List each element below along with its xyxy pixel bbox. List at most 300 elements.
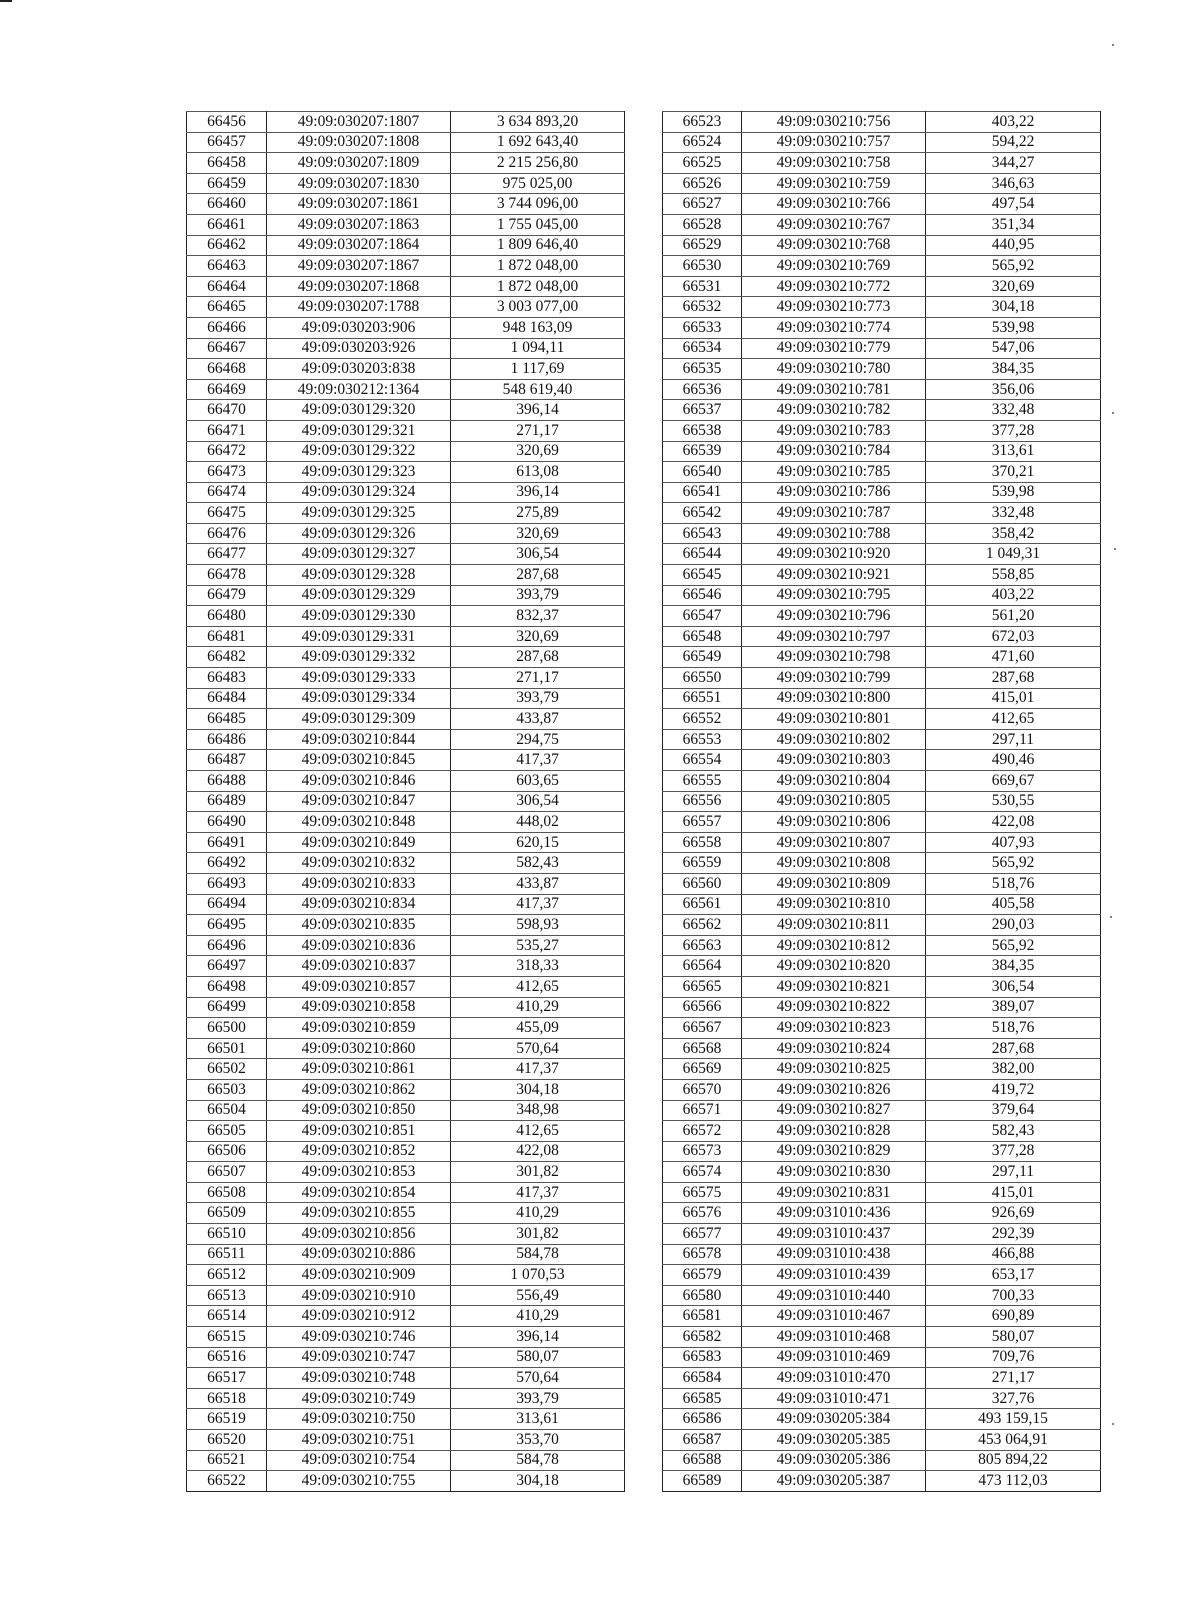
value-cell: 584,78 [451, 1244, 625, 1265]
row-number-cell: 66458 [187, 153, 267, 174]
cadastral-number-cell: 49:09:030210:862 [267, 1079, 451, 1100]
scan-speck [1112, 1423, 1114, 1425]
table-row [187, 276, 625, 297]
value-cell: 497,54 [926, 194, 1101, 215]
table-row [187, 1224, 625, 1245]
registry-table-right [662, 111, 1101, 1492]
row-number-cell: 66585 [663, 1388, 742, 1409]
table-row [663, 585, 1101, 606]
row-number-cell: 66513 [187, 1285, 267, 1306]
table-row [187, 1347, 625, 1368]
table-row [663, 915, 1101, 936]
table-row [187, 1100, 625, 1121]
cadastral-number-cell: 49:09:030210:783 [742, 420, 926, 441]
table-row [663, 1306, 1101, 1327]
value-cell: 473 112,03 [926, 1471, 1101, 1492]
value-cell: 346,63 [926, 173, 1101, 194]
table-row [187, 1203, 625, 1224]
row-number-cell: 66541 [663, 482, 742, 503]
table-row [187, 441, 625, 462]
cadastral-number-cell: 49:09:030210:920 [742, 544, 926, 565]
row-number-cell: 66559 [663, 853, 742, 874]
row-number-cell: 66464 [187, 276, 267, 297]
table-row [187, 729, 625, 750]
value-cell: 417,37 [451, 1059, 625, 1080]
table-row [663, 1450, 1101, 1471]
row-number-cell: 66487 [187, 750, 267, 771]
cadastral-number-cell: 49:09:030129:331 [267, 626, 451, 647]
cadastral-number-cell: 49:09:030210:768 [742, 235, 926, 256]
value-cell: 405,58 [926, 894, 1101, 915]
value-cell: 547,06 [926, 338, 1101, 359]
table-row [187, 1018, 625, 1039]
value-cell: 417,37 [451, 750, 625, 771]
cadastral-number-cell: 49:09:030207:1808 [267, 132, 451, 153]
row-number-cell: 66575 [663, 1182, 742, 1203]
cadastral-number-cell: 49:09:030210:798 [742, 647, 926, 668]
cadastral-number-cell: 49:09:030210:822 [742, 997, 926, 1018]
table-row [187, 1388, 625, 1409]
cadastral-number-cell: 49:09:030207:1861 [267, 194, 451, 215]
table-row [663, 1141, 1101, 1162]
table-row [187, 420, 625, 441]
cadastral-number-cell: 49:09:030207:1809 [267, 153, 451, 174]
value-cell: 580,07 [451, 1347, 625, 1368]
table-row [187, 688, 625, 709]
value-cell: 594,22 [926, 132, 1101, 153]
value-cell: 396,14 [451, 1327, 625, 1348]
cadastral-number-cell: 49:09:030207:1788 [267, 297, 451, 318]
cadastral-number-cell: 49:09:030210:857 [267, 976, 451, 997]
cadastral-number-cell: 49:09:030210:850 [267, 1100, 451, 1121]
cadastral-number-cell: 49:09:030210:844 [267, 729, 451, 750]
row-number-cell: 66478 [187, 565, 267, 586]
table-row [187, 317, 625, 338]
value-cell: 403,22 [926, 585, 1101, 606]
row-number-cell: 66566 [663, 997, 742, 1018]
row-number-cell: 66530 [663, 256, 742, 277]
table-row [187, 173, 625, 194]
table-row [187, 1409, 625, 1430]
table-row [187, 915, 625, 936]
cadastral-number-cell: 49:09:030210:861 [267, 1059, 451, 1080]
cadastral-number-cell: 49:09:030210:823 [742, 1018, 926, 1039]
cadastral-number-cell: 49:09:030210:849 [267, 832, 451, 853]
value-cell: 1 755 045,00 [451, 214, 625, 235]
cadastral-number-cell: 49:09:030212:1364 [267, 379, 451, 400]
cadastral-number-cell: 49:09:030210:910 [267, 1285, 451, 1306]
value-cell: 471,60 [926, 647, 1101, 668]
value-cell: 412,65 [451, 1121, 625, 1142]
table-row [187, 873, 625, 894]
row-number-cell: 66486 [187, 729, 267, 750]
cadastral-number-cell: 49:09:030210:805 [742, 791, 926, 812]
table-row [663, 1327, 1101, 1348]
cadastral-number-cell: 49:09:030210:767 [742, 214, 926, 235]
cadastral-number-cell: 49:09:030129:334 [267, 688, 451, 709]
cadastral-number-cell: 49:09:030210:858 [267, 997, 451, 1018]
table-row [663, 709, 1101, 730]
cadastral-number-cell: 49:09:030210:811 [742, 915, 926, 936]
table-row [663, 668, 1101, 689]
table-row [663, 1368, 1101, 1389]
value-cell: 377,28 [926, 420, 1101, 441]
table-row [663, 276, 1101, 297]
value-cell: 582,43 [926, 1121, 1101, 1142]
value-cell: 393,79 [451, 1388, 625, 1409]
value-cell: 410,29 [451, 1203, 625, 1224]
row-number-cell: 66531 [663, 276, 742, 297]
cadastral-number-cell: 49:09:030210:766 [742, 194, 926, 215]
cadastral-number-cell: 49:09:030210:837 [267, 956, 451, 977]
cadastral-number-cell: 49:09:030210:795 [742, 585, 926, 606]
row-number-cell: 66468 [187, 359, 267, 380]
row-number-cell: 66582 [663, 1327, 742, 1348]
row-number-cell: 66496 [187, 935, 267, 956]
cadastral-number-cell: 49:09:030210:847 [267, 791, 451, 812]
table-row [663, 873, 1101, 894]
value-cell: 598,93 [451, 915, 625, 936]
table-row [187, 709, 625, 730]
row-number-cell: 66472 [187, 441, 267, 462]
value-cell: 1 692 643,40 [451, 132, 625, 153]
row-number-cell: 66471 [187, 420, 267, 441]
table-row [663, 297, 1101, 318]
value-cell: 556,49 [451, 1285, 625, 1306]
table-row [187, 1182, 625, 1203]
value-cell: 518,76 [926, 873, 1101, 894]
cadastral-number-cell: 49:09:030129:320 [267, 400, 451, 421]
registry-table-left [186, 111, 625, 1492]
table-row [663, 1409, 1101, 1430]
table-row [663, 132, 1101, 153]
cadastral-number-cell: 49:09:030210:747 [267, 1347, 451, 1368]
row-number-cell: 66529 [663, 235, 742, 256]
row-number-cell: 66540 [663, 462, 742, 483]
cadastral-number-cell: 49:09:030129:309 [267, 709, 451, 730]
cadastral-number-cell: 49:09:030129:326 [267, 523, 451, 544]
table-row [187, 112, 625, 133]
row-number-cell: 66460 [187, 194, 267, 215]
value-cell: 290,03 [926, 915, 1101, 936]
cadastral-number-cell: 49:09:030210:797 [742, 626, 926, 647]
table-row [663, 750, 1101, 771]
cadastral-number-cell: 49:09:030210:758 [742, 153, 926, 174]
value-cell: 1 049,31 [926, 544, 1101, 565]
value-cell: 440,95 [926, 235, 1101, 256]
table-row [187, 482, 625, 503]
value-cell: 493 159,15 [926, 1409, 1101, 1430]
row-number-cell: 66469 [187, 379, 267, 400]
cadastral-number-cell: 49:09:030210:845 [267, 750, 451, 771]
scan-speck [1112, 44, 1114, 46]
value-cell: 975 025,00 [451, 173, 625, 194]
cadastral-number-cell: 49:09:030210:757 [742, 132, 926, 153]
table-row [663, 256, 1101, 277]
value-cell: 412,65 [451, 976, 625, 997]
value-cell: 297,11 [926, 729, 1101, 750]
value-cell: 313,61 [926, 441, 1101, 462]
row-number-cell: 66477 [187, 544, 267, 565]
value-cell: 332,48 [926, 400, 1101, 421]
value-cell: 672,03 [926, 626, 1101, 647]
table-row [663, 523, 1101, 544]
row-number-cell: 66548 [663, 626, 742, 647]
table-row [663, 173, 1101, 194]
cadastral-number-cell: 49:09:030210:746 [267, 1327, 451, 1348]
table-row [663, 503, 1101, 524]
cadastral-number-cell: 49:09:030210:859 [267, 1018, 451, 1039]
cadastral-number-cell: 49:09:030210:824 [742, 1038, 926, 1059]
value-cell: 455,09 [451, 1018, 625, 1039]
row-number-cell: 66488 [187, 771, 267, 792]
value-cell: 356,06 [926, 379, 1101, 400]
table-row [663, 606, 1101, 627]
value-cell: 582,43 [451, 853, 625, 874]
table-row [663, 1182, 1101, 1203]
table-row [187, 1244, 625, 1265]
cadastral-number-cell: 49:09:030210:780 [742, 359, 926, 380]
row-number-cell: 66463 [187, 256, 267, 277]
row-number-cell: 66476 [187, 523, 267, 544]
table-row [187, 1306, 625, 1327]
value-cell: 539,98 [926, 317, 1101, 338]
table-row [663, 832, 1101, 853]
table-row [187, 338, 625, 359]
table-row [663, 544, 1101, 565]
table-row [663, 894, 1101, 915]
row-number-cell: 66508 [187, 1182, 267, 1203]
row-number-cell: 66522 [187, 1471, 267, 1492]
cadastral-number-cell: 49:09:030210:806 [742, 812, 926, 833]
row-number-cell: 66562 [663, 915, 742, 936]
value-cell: 603,65 [451, 771, 625, 792]
value-cell: 393,79 [451, 688, 625, 709]
table-row [187, 256, 625, 277]
cadastral-number-cell: 49:09:030210:834 [267, 894, 451, 915]
value-cell: 419,72 [926, 1079, 1101, 1100]
table-row [187, 771, 625, 792]
table-row [187, 750, 625, 771]
table-row [187, 400, 625, 421]
table-row [663, 359, 1101, 380]
table-row [663, 441, 1101, 462]
value-cell: 348,98 [451, 1100, 625, 1121]
row-number-cell: 66560 [663, 873, 742, 894]
value-cell: 275,89 [451, 503, 625, 524]
cadastral-number-cell: 49:09:030210:856 [267, 1224, 451, 1245]
scan-speck [1110, 916, 1112, 918]
row-number-cell: 66516 [187, 1347, 267, 1368]
table-row [187, 544, 625, 565]
row-number-cell: 66563 [663, 935, 742, 956]
row-number-cell: 66588 [663, 1450, 742, 1471]
value-cell: 407,93 [926, 832, 1101, 853]
row-number-cell: 66544 [663, 544, 742, 565]
row-number-cell: 66495 [187, 915, 267, 936]
value-cell: 1 094,11 [451, 338, 625, 359]
value-cell: 417,37 [451, 894, 625, 915]
cadastral-number-cell: 49:09:031010:437 [742, 1224, 926, 1245]
table-row [663, 1285, 1101, 1306]
value-cell: 320,69 [451, 523, 625, 544]
value-cell: 271,17 [926, 1368, 1101, 1389]
table-row [187, 668, 625, 689]
row-number-cell: 66481 [187, 626, 267, 647]
value-cell: 389,07 [926, 997, 1101, 1018]
cadastral-number-cell: 49:09:030210:751 [267, 1430, 451, 1451]
cadastral-number-cell: 49:09:031010:468 [742, 1327, 926, 1348]
table-row [663, 1018, 1101, 1039]
row-number-cell: 66480 [187, 606, 267, 627]
value-cell: 417,37 [451, 1182, 625, 1203]
value-cell: 530,55 [926, 791, 1101, 812]
table-row [187, 214, 625, 235]
table-row [187, 997, 625, 1018]
row-number-cell: 66539 [663, 441, 742, 462]
table-row [663, 400, 1101, 421]
cadastral-number-cell: 49:09:031010:467 [742, 1306, 926, 1327]
value-cell: 306,54 [451, 791, 625, 812]
value-cell: 490,46 [926, 750, 1101, 771]
table-row [187, 832, 625, 853]
row-number-cell: 66507 [187, 1162, 267, 1183]
table-row [663, 214, 1101, 235]
cadastral-number-cell: 49:09:030205:386 [742, 1450, 926, 1471]
value-cell: 1 070,53 [451, 1265, 625, 1286]
row-number-cell: 66500 [187, 1018, 267, 1039]
table-row [663, 1121, 1101, 1142]
value-cell: 466,88 [926, 1244, 1101, 1265]
row-number-cell: 66474 [187, 482, 267, 503]
row-number-cell: 66501 [187, 1038, 267, 1059]
row-number-cell: 66514 [187, 1306, 267, 1327]
row-number-cell: 66511 [187, 1244, 267, 1265]
row-number-cell: 66473 [187, 462, 267, 483]
table-row [663, 1224, 1101, 1245]
cadastral-number-cell: 49:09:030203:926 [267, 338, 451, 359]
row-number-cell: 66528 [663, 214, 742, 235]
row-number-cell: 66586 [663, 1409, 742, 1430]
row-number-cell: 66494 [187, 894, 267, 915]
value-cell: 832,37 [451, 606, 625, 627]
cadastral-number-cell: 49:09:030210:848 [267, 812, 451, 833]
row-number-cell: 66520 [187, 1430, 267, 1451]
table-row [187, 894, 625, 915]
cadastral-number-cell: 49:09:031010:439 [742, 1265, 926, 1286]
cadastral-number-cell: 49:09:030210:832 [267, 853, 451, 874]
table-row [663, 1244, 1101, 1265]
value-cell: 669,67 [926, 771, 1101, 792]
cadastral-number-cell: 49:09:030129:323 [267, 462, 451, 483]
table-row [663, 771, 1101, 792]
cadastral-number-cell: 49:09:030210:810 [742, 894, 926, 915]
value-cell: 518,76 [926, 1018, 1101, 1039]
value-cell: 1 117,69 [451, 359, 625, 380]
row-number-cell: 66506 [187, 1141, 267, 1162]
value-cell: 565,92 [926, 853, 1101, 874]
table-row [187, 1079, 625, 1100]
row-number-cell: 66589 [663, 1471, 742, 1492]
value-cell: 313,61 [451, 1409, 625, 1430]
value-cell: 370,21 [926, 462, 1101, 483]
value-cell: 565,92 [926, 256, 1101, 277]
cadastral-number-cell: 49:09:030207:1868 [267, 276, 451, 297]
table-row [663, 935, 1101, 956]
table-row [187, 235, 625, 256]
value-cell: 287,68 [451, 647, 625, 668]
value-cell: 613,08 [451, 462, 625, 483]
cadastral-number-cell: 49:09:030203:838 [267, 359, 451, 380]
table-row [663, 1203, 1101, 1224]
cadastral-number-cell: 49:09:030210:774 [742, 317, 926, 338]
table-row [663, 956, 1101, 977]
table-row [187, 1265, 625, 1286]
row-number-cell: 66551 [663, 688, 742, 709]
table-row [663, 976, 1101, 997]
value-cell: 422,08 [451, 1141, 625, 1162]
cadastral-number-cell: 49:09:030203:906 [267, 317, 451, 338]
row-number-cell: 66561 [663, 894, 742, 915]
table-row [663, 338, 1101, 359]
table-row [663, 317, 1101, 338]
table-row [663, 379, 1101, 400]
table-row [663, 1162, 1101, 1183]
row-number-cell: 66554 [663, 750, 742, 771]
table-row [663, 626, 1101, 647]
table-row [663, 688, 1101, 709]
row-number-cell: 66475 [187, 503, 267, 524]
cadastral-number-cell: 49:09:030210:787 [742, 503, 926, 524]
cadastral-number-cell: 49:09:030129:330 [267, 606, 451, 627]
value-cell: 332,48 [926, 503, 1101, 524]
row-number-cell: 66518 [187, 1388, 267, 1409]
row-number-cell: 66509 [187, 1203, 267, 1224]
cadastral-number-cell: 49:09:030205:384 [742, 1409, 926, 1430]
value-cell: 384,35 [926, 956, 1101, 977]
value-cell: 301,82 [451, 1162, 625, 1183]
cadastral-number-cell: 49:09:030210:831 [742, 1182, 926, 1203]
table-row [663, 1388, 1101, 1409]
row-number-cell: 66456 [187, 112, 267, 133]
table-row [663, 1079, 1101, 1100]
row-number-cell: 66503 [187, 1079, 267, 1100]
scan-speck [1114, 548, 1116, 550]
row-number-cell: 66467 [187, 338, 267, 359]
cadastral-number-cell: 49:09:030210:860 [267, 1038, 451, 1059]
value-cell: 306,54 [451, 544, 625, 565]
row-number-cell: 66569 [663, 1059, 742, 1080]
table-row [663, 1471, 1101, 1492]
value-cell: 306,54 [926, 976, 1101, 997]
value-cell: 412,65 [926, 709, 1101, 730]
table-row [187, 1327, 625, 1348]
cadastral-number-cell: 49:09:030210:799 [742, 668, 926, 689]
row-number-cell: 66484 [187, 688, 267, 709]
value-cell: 433,87 [451, 709, 625, 730]
table-row [663, 1347, 1101, 1368]
cadastral-number-cell: 49:09:030210:750 [267, 1409, 451, 1430]
value-cell: 294,75 [451, 729, 625, 750]
table-row [187, 1450, 625, 1471]
row-number-cell: 66576 [663, 1203, 742, 1224]
row-number-cell: 66574 [663, 1162, 742, 1183]
cadastral-number-cell: 49:09:030210:853 [267, 1162, 451, 1183]
cadastral-number-cell: 49:09:030210:785 [742, 462, 926, 483]
row-number-cell: 66521 [187, 1450, 267, 1471]
value-cell: 327,76 [926, 1388, 1101, 1409]
cadastral-number-cell: 49:09:030129:333 [267, 668, 451, 689]
